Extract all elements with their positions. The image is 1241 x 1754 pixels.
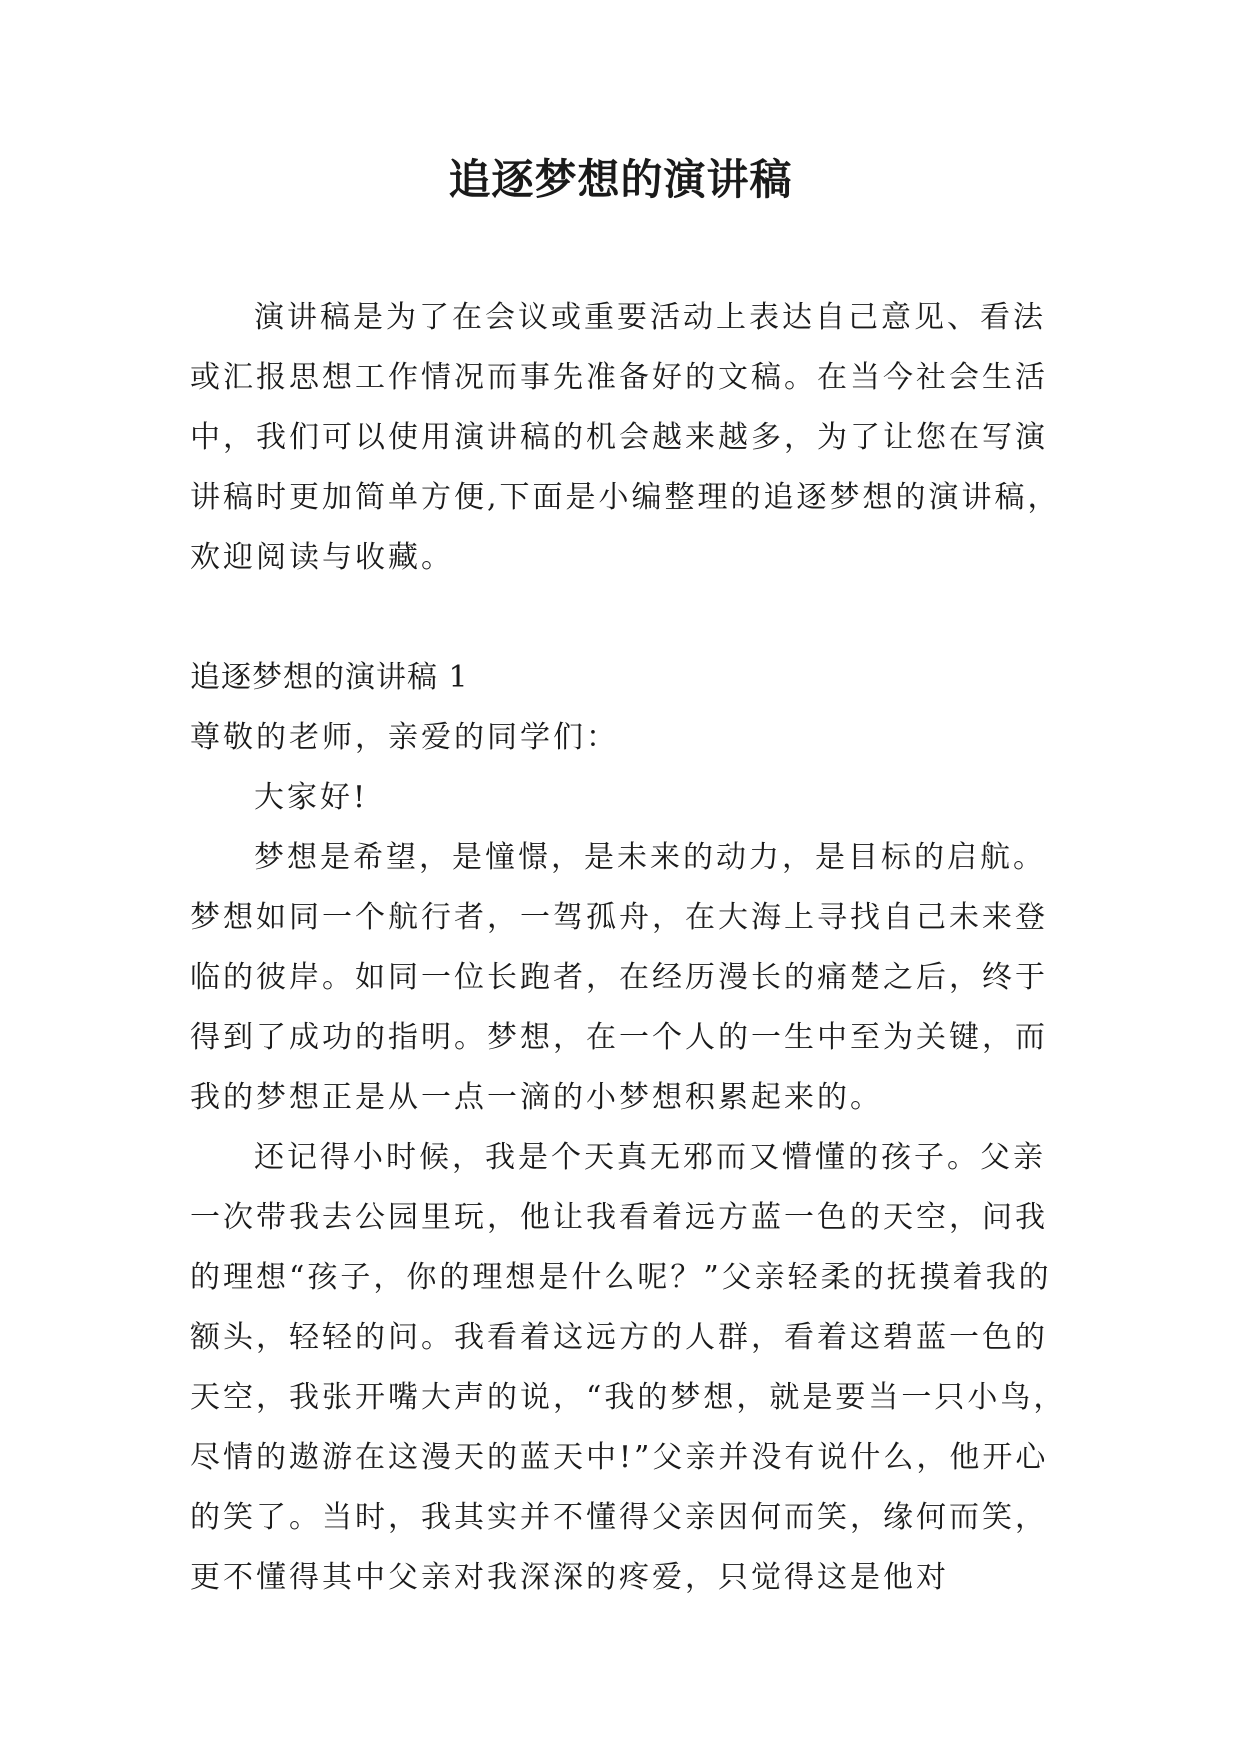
document-body (190, 288, 1070, 1608)
body-paragraph-1: 梦想是希望，是憧憬，是未来的动力，是目标的启航。梦想如同一个航行者，一驾孤舟，在大海上寻找自己未来登临的彼岸。如同一位长跑者，在经历漫长的痛楚之后，终于得到了成功的指明。梦想，在一个人的一生中至为关键，而我的梦想正是从一点一滴的小梦想积累起来的。 (190, 840, 1048, 1115)
salutation: 尊敬的老师，亲爱的同学们： (190, 720, 619, 755)
paragraph-gap (190, 588, 1070, 648)
intro-paragraph: 演讲稿是为了在会议或重要活动上表达自己意见、看法或汇报思想工作情况而事先准备好的文稿。在当今社会生活中，我们可以使用演讲稿的机会越来越多，为了让您在写演讲稿时更加简单方便,下面是小编整理的追逐梦想的演讲稿，欢迎阅读与收藏。 (190, 300, 1061, 575)
body-paragraph-2: 还记得小时候，我是个天真无邪而又懵懂的孩子。父亲一次带我去公园里玩，他让我看着远方蓝一色的天空，问我的理想“孩子，你的理想是什么呢？”父亲轻柔的抚摸着我的额头，轻轻的问。我看着这远方的人群，看着这碧蓝一色的天空，我张开嘴大声的说，“我的梦想，就是要当一只小鸟，尽情的遨游在这漫天的蓝天中!”父亲并没有说什么，他开心的笑了。当时，我其实并不懂得父亲因何而笑，缘何而笑，更不懂得其中父亲对我深深的疼爱，只觉得这是他对 (190, 1140, 1067, 1595)
section-heading: 追逐梦想的演讲稿 1 (190, 660, 469, 695)
greeting: 大家好! (254, 780, 369, 815)
document-title: 追逐梦想的演讲稿 (448, 155, 793, 204)
